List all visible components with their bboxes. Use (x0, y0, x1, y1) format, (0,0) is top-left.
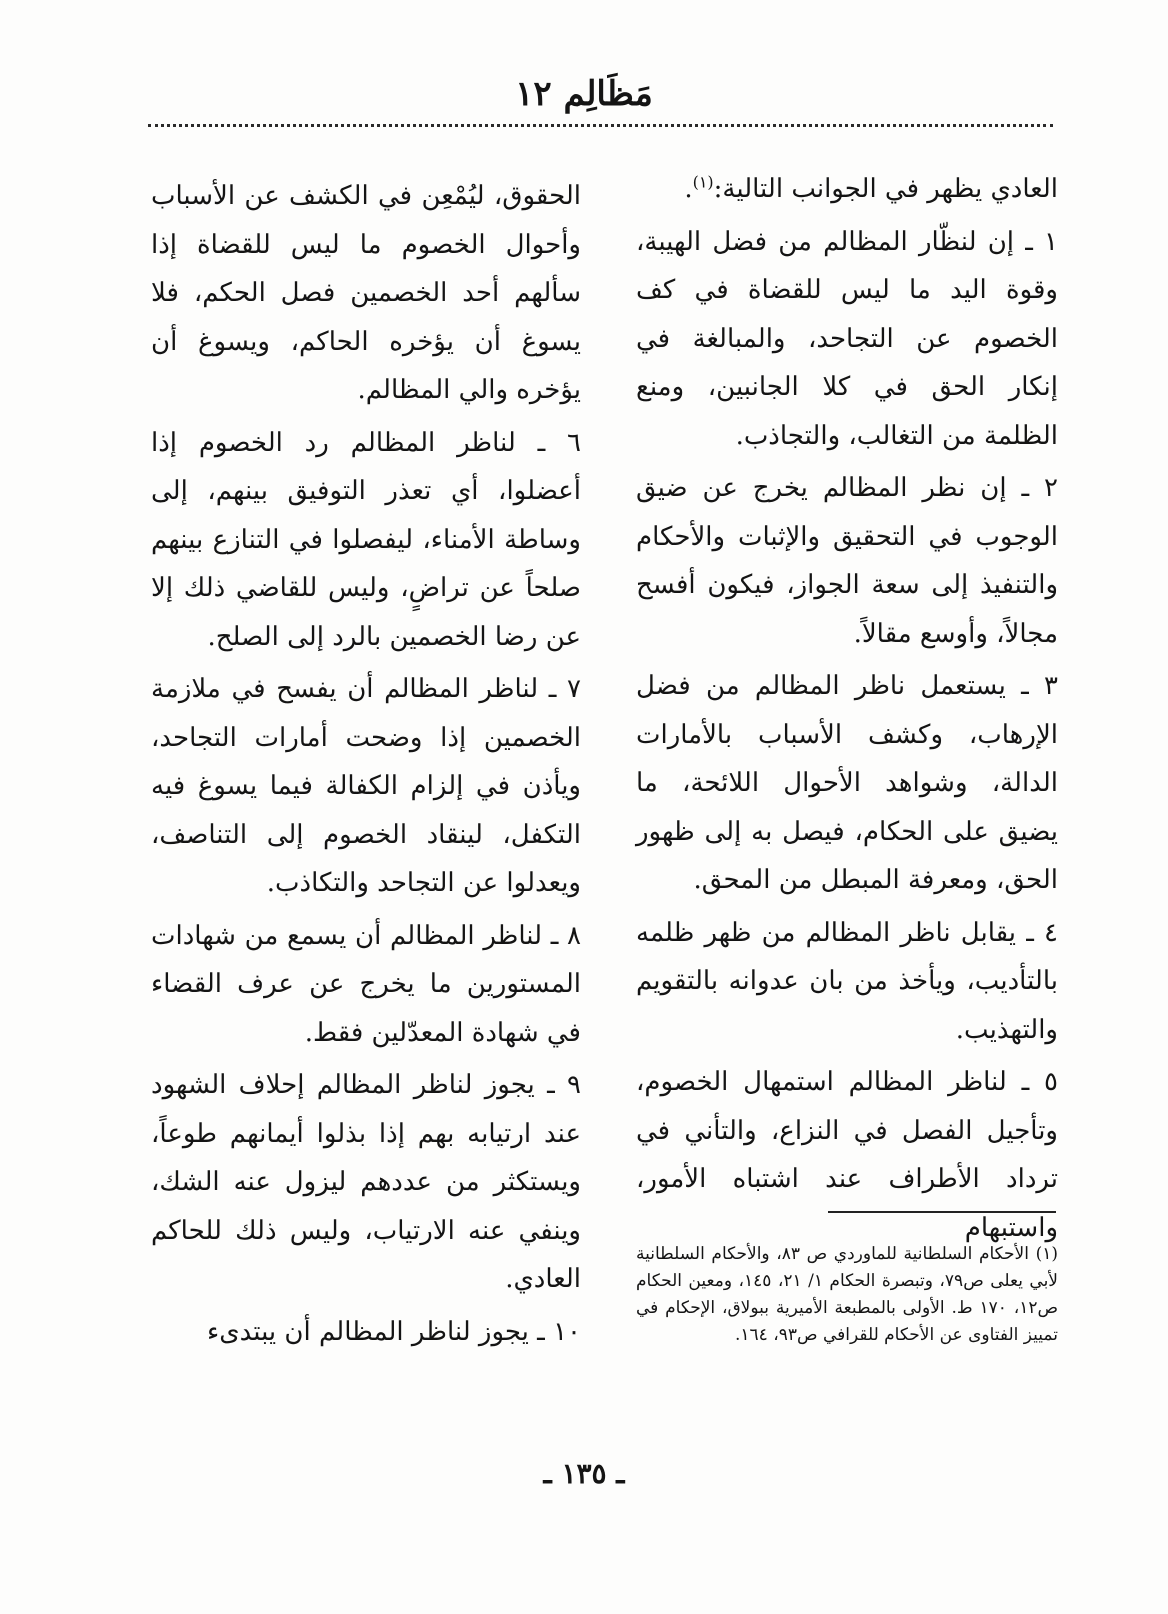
paragraph-item-6: ٦ ـ لناظر المظالم رد الخصوم إذا أعضلوا، أي تعذر التوفيق بينهم، إلى وساطة الأمناء، ليفصلوا في التنازع بينهم صلحاً عن تراضٍ، وليس للقاضي ذلك إلا عن رضا الخصمين بالرد إلى الصلح. (151, 427, 581, 652)
paragraph-item-5-continued: الحقوق، ليُمْعِن في الكشف عن الأسباب وأحوال الخصوم ما ليس للقضاة إذا سألهم أحد الخصمين فصل الحكم، فلا يسوغ أن يؤخره الحاكم، ويسوغ أن يؤخره والي المظالم. (151, 181, 581, 405)
paragraph-item-10: ١٠ ـ يجوز لناظر المظالم أن يبتدىء (207, 1316, 581, 1347)
right-text-column (636, 165, 1058, 1256)
paragraph-item-9: ٩ ـ يجوز لناظر المظالم إحلاف الشهود عند ارتيابه بهم إذا بذلوا أيمانهم طوعاً، ويستكثر من عددهم ليزول عنه الشك، وينفي عنه الارتياب، وليس ذلك للحاكم العادي. (151, 1070, 581, 1294)
footnote-item-1: (١) الأحكام السلطانية للماوردي ص ٨٣، والأحكام السلطانية لأبي يعلى ص٧٩، وتبصرة الحكام ١/ ٢١، ١٤٥، ومعين الحكام ص١٢، ١٧٠ ط. الأولى بالمطبعة الأميرية ببولاق، الإحكام في تمييز الفتاوى عن الأحكام للقرافي ص٩٣، ١٦٤. (636, 1244, 1059, 1345)
footnote-reference[interactable]: (١) (692, 172, 714, 192)
paragraph-item-8: ٨ ـ لناظر المظالم أن يسمع من شهادات المستورين ما يخرج عن عرف القضاء في شهادة المعدّلين فقط. (151, 920, 581, 1048)
left-text-column (151, 172, 581, 1360)
paragraph-item-5: ٥ ـ لناظر المظالم استمهال الخصوم، وتأجيل الفصل في النزاع، والتأني في ترداد الأطراف عند اشتباه الأمور، واستبهام (636, 1067, 1058, 1243)
paragraph-item-2: ٢ ـ إن نظر المظالم يخرج عن ضيق الوجوب في التحقيق والإثبات والأحكام والتنفيذ إلى سعة الجواز، فيكون أفسح مجالاً، وأوسع مقالاً. (636, 473, 1058, 649)
paragraph-item-7: ٧ ـ لناظر المظالم أن يفسح في ملازمة الخصمين إذا وضحت أمارات التجاحد، ويأذن في إلزام الكفالة فيما يسوغ فيه التكفل، لينقاد الخصوم إلى التناصف، ويعدلوا عن التجاحد والتكاذب. (151, 674, 581, 898)
header-dotted-divider (148, 124, 1053, 127)
running-header-title: مَظَالِم ١٢ (515, 74, 653, 114)
paragraph-item-1: ١ ـ إن لنظّار المظالم من فضل الهيبة، وقوة اليد ما ليس للقضاة في كف الخصوم عن التجاحد، والمبالغة في إنكار الحق في كلا الجانبين، ومنع الظلمة من التغالب، والتجاذب. (636, 226, 1058, 451)
paragraph-item-4: ٤ ـ يقابل ناظر المظالم من ظهر ظلمه بالتأديب، ويأخذ من بان عدوانه بالتقويم والتهذيب. (636, 917, 1058, 1045)
footnotes-section (636, 1241, 1058, 1353)
intro-tail: . (684, 174, 693, 204)
footnote-divider (828, 1211, 1056, 1213)
paragraph-item-3: ٣ ـ يستعمل ناظر المظالم من فضل الإرهاب، وكشف الأسباب بالأمارات الدالة، وشواهد الأحوال اللائحة، ما يضيق على الحكام، فيصل به إلى ظهور الحق، ومعرفة المبطل من المحق. (636, 671, 1058, 895)
intro-text: العادي يظهر في الجوانب التالية: (713, 174, 1058, 204)
page-number: ـ ١٣٥ ـ (543, 1457, 625, 1490)
intro-paragraph (636, 165, 1058, 214)
